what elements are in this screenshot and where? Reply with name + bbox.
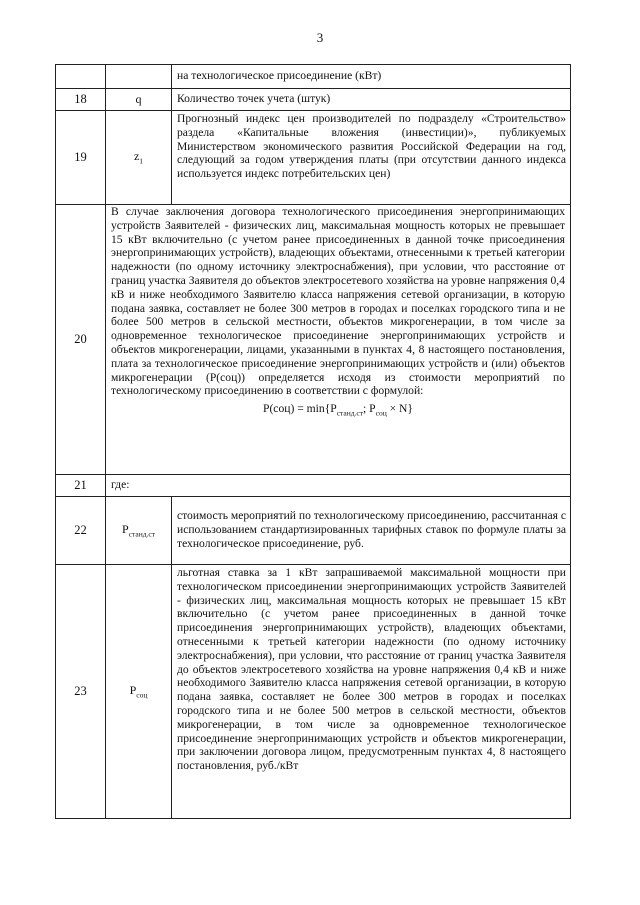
definitions-table bbox=[55, 64, 571, 819]
row-number: 21 bbox=[56, 475, 106, 497]
row-number: 19 bbox=[56, 111, 106, 205]
row-symbol: $P_{станд.ст}$ bbox=[106, 497, 172, 565]
table-row bbox=[56, 89, 571, 111]
formula: $P(соц) = \min\{P_{станд.ст}$; $P_{соц} \times N$} bbox=[263, 402, 413, 418]
row-number: 20 bbox=[56, 205, 106, 475]
row-description bbox=[106, 205, 571, 475]
table-row bbox=[56, 205, 571, 475]
row-description: Количество точек учета (штук) bbox=[172, 89, 571, 111]
row-description: стоимость мероприятий по технологическому присоединению, рассчитанная с использованием стандартизированных тарифных ставок по формуле платы за технологическое присоединение, руб. bbox=[172, 497, 571, 565]
table-row bbox=[56, 111, 571, 205]
row-number: 23 bbox=[56, 565, 106, 819]
row-symbol: $P_{соц}$ bbox=[106, 565, 172, 819]
table-row bbox=[56, 475, 571, 497]
table-row bbox=[56, 65, 571, 89]
row-symbol bbox=[106, 65, 172, 89]
row-number: 18 bbox=[56, 89, 106, 111]
table-row bbox=[56, 565, 571, 819]
row-description: льготная ставка за 1 кВт запрашиваемой максимальной мощности при технологическом присоединении энергопринимающих устройств Заявителей - физических лиц, максимальная мощность которых не превышает 15 кВт включительно (с учетом ранее присоединенных в данной точке присоединения энергопринимающих устройств), владеющих объектами, отнесенными к третьей категории надежности (по одному источнику электроснабжения), при условии, что расстояние от границ участка Заявителя до объектов электросетевого хозяйства на уровне напряжения 0,4 кВ и ниже необходимого Заявителю класса напряжения сетевой организации, в которую подана заявка, составляет не более 300 метров в городах и поселках городского типа и не более 500 метров в сельской местности, объектов микрогенерации, в том числе за одновременное технологическое присоединение энергопринимающих устройств и объектов микрогенерации, при заключении договора лицом, предусмотренным пунктах 4, 8 настоящего постановления, руб./кВт bbox=[172, 565, 571, 819]
row-description: Прогнозный индекс цен производителей по подразделу «Строительство» раздела «Капитальные вложения (инвестиции)», публикуемых Министерством экономического развития Российской Федерации на год, следующий за годом утверждения платы (при отсутствии данного индекса используется индекс потребительских цен) bbox=[172, 111, 571, 205]
row-description: где: bbox=[106, 475, 571, 497]
row-number bbox=[56, 65, 106, 89]
row-number: 22 bbox=[56, 497, 106, 565]
row-symbol: $z_1$ bbox=[106, 111, 172, 205]
row-text: В случае заключения договора технологического присоединения энергопринимающих устройств Заявителей - физических лиц, максимальная мощность которых не превышает 15 кВт включительно (с учетом ранее присоединенных в данной точке присоединения энергопринимающих устройств), владеющих объектами, отнесенными к третьей категории надежности (по одному источнику электроснабжения), при условии, что расстояние от границ участка Заявителя до объектов электросетевого хозяйства на уровне напряжения 0,4 кВ и ниже необходимого Заявителю класса напряжения сетевой организации, в которую подана заявка, составляет не более 300 метров в городах и поселках городского типа и не более 500 метров в сельской местности, объектов микрогенерации, в том числе за одновременное технологическое присоединение энергопринимающих устройств и объектов микрогенерации, лицами, указанными в пунктах 4, 8 настоящего постановления, плата за технологическое присоединение энергопринимающих устройств и (или) объектов микрогенерации (P(соц)) определяется исходя из стоимости мероприятий по технологическому присоединению в соответствии с формулой: bbox=[111, 205, 565, 398]
row-symbol: q bbox=[106, 89, 172, 111]
row-description: на технологическое присоединение (кВт) bbox=[172, 65, 571, 89]
table-row bbox=[56, 497, 571, 565]
page-number: 3 bbox=[316, 30, 324, 45]
